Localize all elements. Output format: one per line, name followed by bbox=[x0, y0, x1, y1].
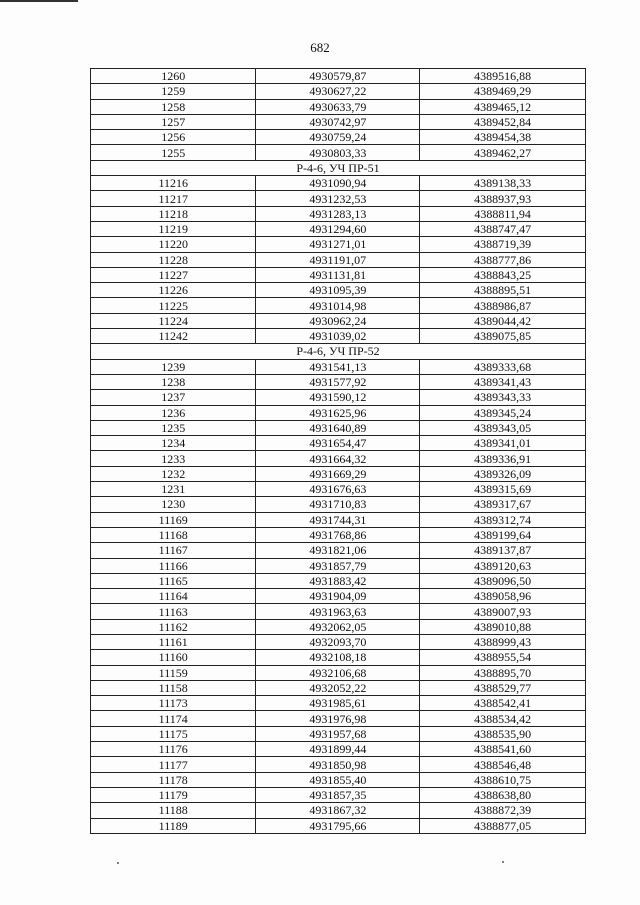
table-row bbox=[91, 405, 586, 420]
point-number-cell: 1238 bbox=[91, 374, 256, 389]
point-number-cell: 11218 bbox=[91, 206, 256, 221]
x-coordinate-cell: 4931899,44 bbox=[256, 742, 420, 757]
y-coordinate-cell: 4389341,43 bbox=[420, 374, 586, 389]
table-row bbox=[91, 69, 586, 84]
x-coordinate-cell: 4930579,87 bbox=[256, 69, 420, 84]
table-row bbox=[91, 359, 586, 374]
y-coordinate-cell: 4389336,91 bbox=[420, 451, 586, 466]
y-coordinate-cell: 4389120,63 bbox=[420, 558, 586, 573]
point-number-cell: 1230 bbox=[91, 497, 256, 512]
point-number-cell: 1233 bbox=[91, 451, 256, 466]
scan-speck bbox=[117, 862, 119, 864]
table-row bbox=[91, 711, 586, 726]
x-coordinate-cell: 4930803,33 bbox=[256, 145, 420, 160]
table-row bbox=[91, 482, 586, 497]
y-coordinate-cell: 4388534,42 bbox=[420, 711, 586, 726]
y-coordinate-cell: 4388999,43 bbox=[420, 634, 586, 649]
y-coordinate-cell: 4388777,86 bbox=[420, 252, 586, 267]
x-coordinate-cell: 4931976,98 bbox=[256, 711, 420, 726]
point-number-cell: 11219 bbox=[91, 221, 256, 236]
point-number-cell: 11165 bbox=[91, 573, 256, 588]
x-coordinate-cell: 4932093,70 bbox=[256, 634, 420, 649]
point-number-cell: 11159 bbox=[91, 665, 256, 680]
x-coordinate-cell: 4932052,22 bbox=[256, 680, 420, 695]
x-coordinate-cell: 4931744,31 bbox=[256, 512, 420, 527]
point-number-cell: 1255 bbox=[91, 145, 256, 160]
x-coordinate-cell: 4931625,96 bbox=[256, 405, 420, 420]
table-row bbox=[91, 221, 586, 236]
point-number-cell: 1235 bbox=[91, 420, 256, 435]
point-number-cell: 11179 bbox=[91, 787, 256, 802]
point-number-cell: 11220 bbox=[91, 237, 256, 252]
y-coordinate-cell: 4389341,01 bbox=[420, 436, 586, 451]
section-heading: Р-4-6, УЧ ПР-52 bbox=[91, 344, 586, 359]
table-row bbox=[91, 237, 586, 252]
table-row bbox=[91, 543, 586, 558]
table-row bbox=[91, 313, 586, 328]
x-coordinate-cell: 4931664,32 bbox=[256, 451, 420, 466]
point-number-cell: 11178 bbox=[91, 772, 256, 787]
table-row bbox=[91, 665, 586, 680]
x-coordinate-cell: 4931985,61 bbox=[256, 696, 420, 711]
x-coordinate-cell: 4931232,53 bbox=[256, 191, 420, 206]
point-number-cell: 11176 bbox=[91, 742, 256, 757]
table-row bbox=[91, 634, 586, 649]
y-coordinate-cell: 4389044,42 bbox=[420, 313, 586, 328]
x-coordinate-cell: 4931039,02 bbox=[256, 329, 420, 344]
y-coordinate-cell: 4388546,48 bbox=[420, 757, 586, 772]
x-coordinate-cell: 4931654,47 bbox=[256, 436, 420, 451]
point-number-cell: 11168 bbox=[91, 527, 256, 542]
x-coordinate-cell: 4931795,66 bbox=[256, 818, 420, 833]
point-number-cell: 11174 bbox=[91, 711, 256, 726]
y-coordinate-cell: 4388610,75 bbox=[420, 772, 586, 787]
point-number-cell: 1232 bbox=[91, 466, 256, 481]
y-coordinate-cell: 4389315,69 bbox=[420, 482, 586, 497]
table-row bbox=[91, 176, 586, 191]
table-row bbox=[91, 527, 586, 542]
point-number-cell: 11166 bbox=[91, 558, 256, 573]
point-number-cell: 11163 bbox=[91, 604, 256, 619]
x-coordinate-cell: 4930742,97 bbox=[256, 114, 420, 129]
x-coordinate-cell: 4931669,29 bbox=[256, 466, 420, 481]
point-number-cell: 11177 bbox=[91, 757, 256, 772]
scan-speck bbox=[502, 861, 504, 863]
x-coordinate-cell: 4931014,98 bbox=[256, 298, 420, 313]
section-heading-row bbox=[91, 344, 586, 359]
point-number-cell: 11158 bbox=[91, 680, 256, 695]
x-coordinate-cell: 4931957,68 bbox=[256, 726, 420, 741]
y-coordinate-cell: 4388895,51 bbox=[420, 283, 586, 298]
y-coordinate-cell: 4389137,87 bbox=[420, 543, 586, 558]
point-number-cell: 1259 bbox=[91, 84, 256, 99]
point-number-cell: 11216 bbox=[91, 176, 256, 191]
x-coordinate-cell: 4931857,79 bbox=[256, 558, 420, 573]
point-number-cell: 11217 bbox=[91, 191, 256, 206]
section-heading-row bbox=[91, 160, 586, 175]
x-coordinate-cell: 4931850,98 bbox=[256, 757, 420, 772]
point-number-cell: 11188 bbox=[91, 803, 256, 818]
y-coordinate-cell: 4388747,47 bbox=[420, 221, 586, 236]
x-coordinate-cell: 4931095,39 bbox=[256, 283, 420, 298]
table-row bbox=[91, 145, 586, 160]
y-coordinate-cell: 4388638,80 bbox=[420, 787, 586, 802]
table-row bbox=[91, 466, 586, 481]
x-coordinate-cell: 4930962,24 bbox=[256, 313, 420, 328]
y-coordinate-cell: 4389138,33 bbox=[420, 176, 586, 191]
x-coordinate-cell: 4931541,13 bbox=[256, 359, 420, 374]
y-coordinate-cell: 4389075,85 bbox=[420, 329, 586, 344]
point-number-cell: 11226 bbox=[91, 283, 256, 298]
x-coordinate-cell: 4932106,68 bbox=[256, 665, 420, 680]
y-coordinate-cell: 4389516,88 bbox=[420, 69, 586, 84]
y-coordinate-cell: 4389454,38 bbox=[420, 130, 586, 145]
point-number-cell: 11161 bbox=[91, 634, 256, 649]
point-number-cell: 11225 bbox=[91, 298, 256, 313]
table-row bbox=[91, 696, 586, 711]
y-coordinate-cell: 4389312,74 bbox=[420, 512, 586, 527]
point-number-cell: 11224 bbox=[91, 313, 256, 328]
table-row bbox=[91, 818, 586, 833]
table-row bbox=[91, 680, 586, 695]
x-coordinate-cell: 4931821,06 bbox=[256, 543, 420, 558]
table-row bbox=[91, 742, 586, 757]
y-coordinate-cell: 4388541,60 bbox=[420, 742, 586, 757]
point-number-cell: 11169 bbox=[91, 512, 256, 527]
table-row bbox=[91, 267, 586, 282]
table-row bbox=[91, 130, 586, 145]
y-coordinate-cell: 4388535,90 bbox=[420, 726, 586, 741]
point-number-cell: 1257 bbox=[91, 114, 256, 129]
y-coordinate-cell: 4388843,25 bbox=[420, 267, 586, 282]
y-coordinate-cell: 4388895,70 bbox=[420, 665, 586, 680]
table-row bbox=[91, 283, 586, 298]
x-coordinate-cell: 4930627,22 bbox=[256, 84, 420, 99]
table-row bbox=[91, 558, 586, 573]
point-number-cell: 1256 bbox=[91, 130, 256, 145]
table-row bbox=[91, 803, 586, 818]
x-coordinate-cell: 4931867,32 bbox=[256, 803, 420, 818]
y-coordinate-cell: 4389058,96 bbox=[420, 589, 586, 604]
table-row bbox=[91, 252, 586, 267]
point-number-cell: 1231 bbox=[91, 482, 256, 497]
y-coordinate-cell: 4389096,50 bbox=[420, 573, 586, 588]
y-coordinate-cell: 4389317,67 bbox=[420, 497, 586, 512]
x-coordinate-cell: 4931963,63 bbox=[256, 604, 420, 619]
y-coordinate-cell: 4388529,77 bbox=[420, 680, 586, 695]
table-row bbox=[91, 512, 586, 527]
x-coordinate-cell: 4932108,18 bbox=[256, 650, 420, 665]
table-row bbox=[91, 206, 586, 221]
x-coordinate-cell: 4931904,09 bbox=[256, 589, 420, 604]
table-row bbox=[91, 650, 586, 665]
y-coordinate-cell: 4388955,54 bbox=[420, 650, 586, 665]
y-coordinate-cell: 4389326,09 bbox=[420, 466, 586, 481]
point-number-cell: 1237 bbox=[91, 390, 256, 405]
table-row bbox=[91, 329, 586, 344]
y-coordinate-cell: 4388877,05 bbox=[420, 818, 586, 833]
x-coordinate-cell: 4931855,40 bbox=[256, 772, 420, 787]
coordinates-table-body bbox=[91, 69, 586, 834]
section-heading: Р-4-6, УЧ ПР-51 bbox=[91, 160, 586, 175]
point-number-cell: 1234 bbox=[91, 436, 256, 451]
point-number-cell: 11189 bbox=[91, 818, 256, 833]
y-coordinate-cell: 4388719,39 bbox=[420, 237, 586, 252]
x-coordinate-cell: 4931857,35 bbox=[256, 787, 420, 802]
y-coordinate-cell: 4389345,24 bbox=[420, 405, 586, 420]
table-row bbox=[91, 619, 586, 634]
table-row bbox=[91, 390, 586, 405]
x-coordinate-cell: 4931577,92 bbox=[256, 374, 420, 389]
y-coordinate-cell: 4389343,33 bbox=[420, 390, 586, 405]
point-number-cell: 11228 bbox=[91, 252, 256, 267]
x-coordinate-cell: 4931090,94 bbox=[256, 176, 420, 191]
table-row bbox=[91, 726, 586, 741]
y-coordinate-cell: 4389465,12 bbox=[420, 99, 586, 114]
y-coordinate-cell: 4389462,27 bbox=[420, 145, 586, 160]
point-number-cell: 11160 bbox=[91, 650, 256, 665]
x-coordinate-cell: 4931294,60 bbox=[256, 221, 420, 236]
x-coordinate-cell: 4932062,05 bbox=[256, 619, 420, 634]
table-row bbox=[91, 787, 586, 802]
table-row bbox=[91, 374, 586, 389]
page-number: 682 bbox=[310, 40, 330, 55]
y-coordinate-cell: 4388937,93 bbox=[420, 191, 586, 206]
point-number-cell: 1258 bbox=[91, 99, 256, 114]
x-coordinate-cell: 4931640,89 bbox=[256, 420, 420, 435]
x-coordinate-cell: 4931768,86 bbox=[256, 527, 420, 542]
y-coordinate-cell: 4389007,93 bbox=[420, 604, 586, 619]
x-coordinate-cell: 4930633,79 bbox=[256, 99, 420, 114]
table-row bbox=[91, 757, 586, 772]
table-row bbox=[91, 772, 586, 787]
point-number-cell: 11173 bbox=[91, 696, 256, 711]
point-number-cell: 11242 bbox=[91, 329, 256, 344]
table-row bbox=[91, 497, 586, 512]
y-coordinate-cell: 4389010,88 bbox=[420, 619, 586, 634]
point-number-cell: 1239 bbox=[91, 359, 256, 374]
x-coordinate-cell: 4931710,83 bbox=[256, 497, 420, 512]
point-number-cell: 11227 bbox=[91, 267, 256, 282]
x-coordinate-cell: 4931271,01 bbox=[256, 237, 420, 252]
table-row bbox=[91, 573, 586, 588]
x-coordinate-cell: 4931676,63 bbox=[256, 482, 420, 497]
y-coordinate-cell: 4388811,94 bbox=[420, 206, 586, 221]
y-coordinate-cell: 4388986,87 bbox=[420, 298, 586, 313]
table-row bbox=[91, 420, 586, 435]
y-coordinate-cell: 4388872,39 bbox=[420, 803, 586, 818]
table-row bbox=[91, 191, 586, 206]
table-row bbox=[91, 451, 586, 466]
x-coordinate-cell: 4931283,13 bbox=[256, 206, 420, 221]
x-coordinate-cell: 4931191,07 bbox=[256, 252, 420, 267]
point-number-cell: 1260 bbox=[91, 69, 256, 84]
x-coordinate-cell: 4931883,42 bbox=[256, 573, 420, 588]
point-number-cell: 11167 bbox=[91, 543, 256, 558]
table-row bbox=[91, 604, 586, 619]
coordinates-table bbox=[90, 68, 586, 834]
table-row bbox=[91, 436, 586, 451]
point-number-cell: 11175 bbox=[91, 726, 256, 741]
y-coordinate-cell: 4389343,05 bbox=[420, 420, 586, 435]
point-number-cell: 11164 bbox=[91, 589, 256, 604]
y-coordinate-cell: 4389333,68 bbox=[420, 359, 586, 374]
y-coordinate-cell: 4389199,64 bbox=[420, 527, 586, 542]
point-number-cell: 11162 bbox=[91, 619, 256, 634]
table-row bbox=[91, 298, 586, 313]
point-number-cell: 1236 bbox=[91, 405, 256, 420]
y-coordinate-cell: 4388542,41 bbox=[420, 696, 586, 711]
table-row bbox=[91, 114, 586, 129]
y-coordinate-cell: 4389452,84 bbox=[420, 114, 586, 129]
table-row bbox=[91, 589, 586, 604]
y-coordinate-cell: 4389469,29 bbox=[420, 84, 586, 99]
x-coordinate-cell: 4931131,81 bbox=[256, 267, 420, 282]
table-row bbox=[91, 99, 586, 114]
x-coordinate-cell: 4930759,24 bbox=[256, 130, 420, 145]
table-row bbox=[91, 84, 586, 99]
scan-edge-line bbox=[0, 0, 78, 2]
x-coordinate-cell: 4931590,12 bbox=[256, 390, 420, 405]
